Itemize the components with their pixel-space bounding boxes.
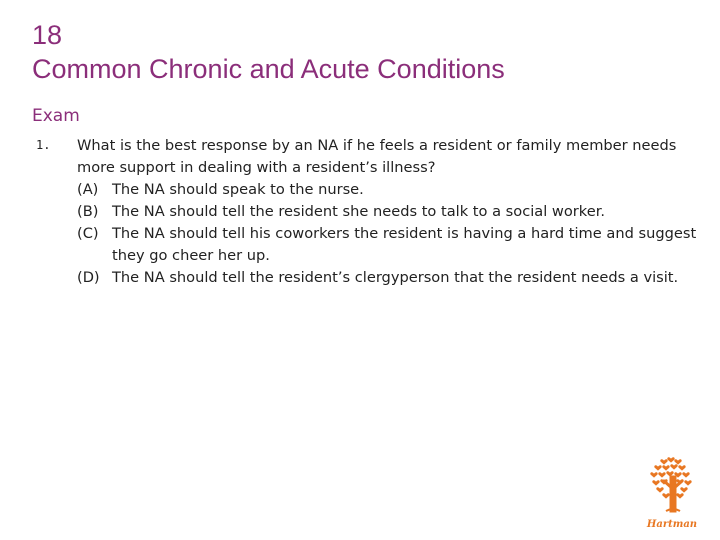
option-letter: (B) [77, 203, 99, 220]
answer-option-a [77, 179, 697, 201]
option-text: The NA should speak to the nurse. [112, 181, 364, 198]
option-letter: (D) [77, 269, 100, 286]
question-number: 1. [36, 138, 51, 152]
hartman-logo [640, 455, 704, 533]
chapter-number: 18 [32, 20, 63, 50]
answer-option-d [77, 267, 697, 289]
question [77, 135, 697, 289]
option-text: The NA should tell his coworkers the resident is having a hard time and suggest they go cheer her up. [112, 225, 697, 264]
answer-option-b [77, 201, 697, 223]
logo-text: Hartman [646, 519, 698, 530]
tree-of-hearts-icon [640, 455, 704, 533]
option-text: The NA should tell the resident she needs to talk to a social worker. [112, 203, 605, 220]
section-heading: Exam [32, 106, 80, 126]
slide-title [32, 18, 505, 86]
chapter-title: Common Chronic and Acute Conditions [32, 54, 505, 84]
option-letter: (C) [77, 225, 99, 242]
answer-option-c [77, 223, 697, 267]
option-text: The NA should tell the resident’s clergyperson that the resident needs a visit. [112, 269, 679, 286]
question-prompt: What is the best response by an NA if he feels a resident or family member needs more support in dealing with a resident’s illness? [77, 137, 677, 176]
option-letter: (A) [77, 181, 99, 198]
